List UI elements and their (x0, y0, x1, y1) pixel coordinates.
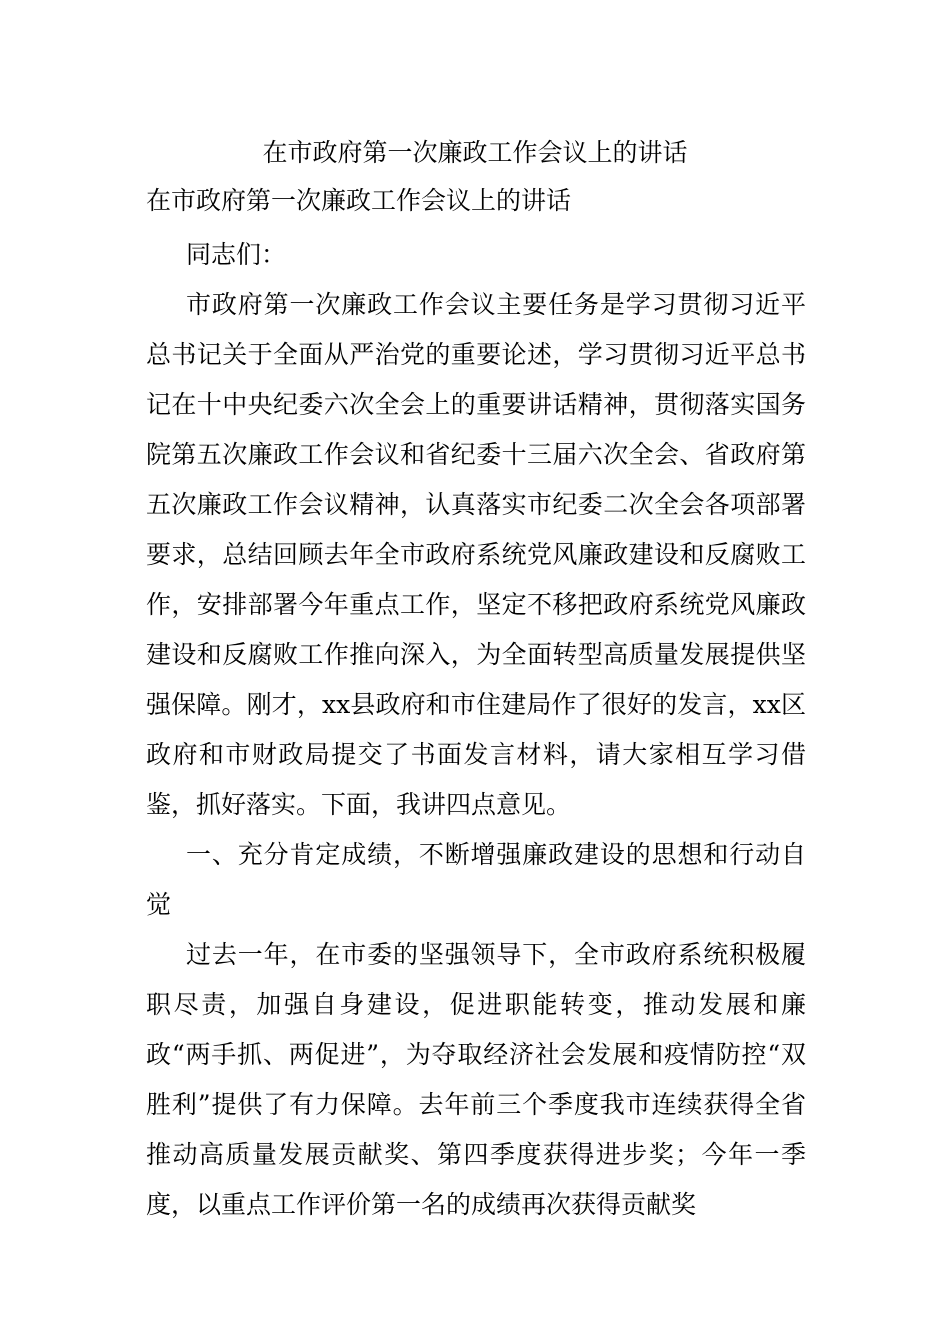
document-title: 在市政府第一次廉政工作会议上的讲话 (262, 138, 688, 167)
body-paragraph: 过去一年，在市委的坚强领导下，全市政府系统积极履职尽责，加强自身建设，促进职能转变，推动发展和廉政“两手抓、两促进”，为夺取经济社会发展和疫情防控“双胜利”提供了有力保障。去年前三个季度我市连续获得全省推动高质量发展贡献奖、第四季度获得进步奖；今年一季度，以重点工作评价第一名的成绩再次获得贡献奖 (146, 940, 806, 1219)
document-subtitle: 在市政府第一次廉政工作会议上的讲话 (146, 186, 572, 215)
document-body (146, 230, 806, 1230)
section-heading: 一、充分肯定成绩，不断增强廉政建设的思想和行动自觉 (146, 840, 806, 919)
intro-paragraph: 市政府第一次廉政工作会议主要任务是学习贯彻习近平总书记关于全面从严治党的重要论述，学习贯彻习近平总书记在十中央纪委六次全会上的重要讲话精神，贯彻落实国务院第五次廉政工作会议和省纪委十三届六次全会、省政府第五次廉政工作会议精神，认真落实市纪委二次全会各项部署要求，总结回顾去年全市政府系统党风廉政建设和反腐败工作，安排部署今年重点工作，坚定不移把政府系统党风廉政建设和反腐败工作推向深入，为全面转型高质量发展提供坚强保障。刚才，xx县政府和市住建局作了很好的发言，xx区政府和市财政局提交了书面发言材料，请大家相互学习借鉴，抓好落实。下面，我讲四点意见。 (146, 290, 806, 819)
salutation-paragraph: 同志们： (186, 240, 287, 269)
